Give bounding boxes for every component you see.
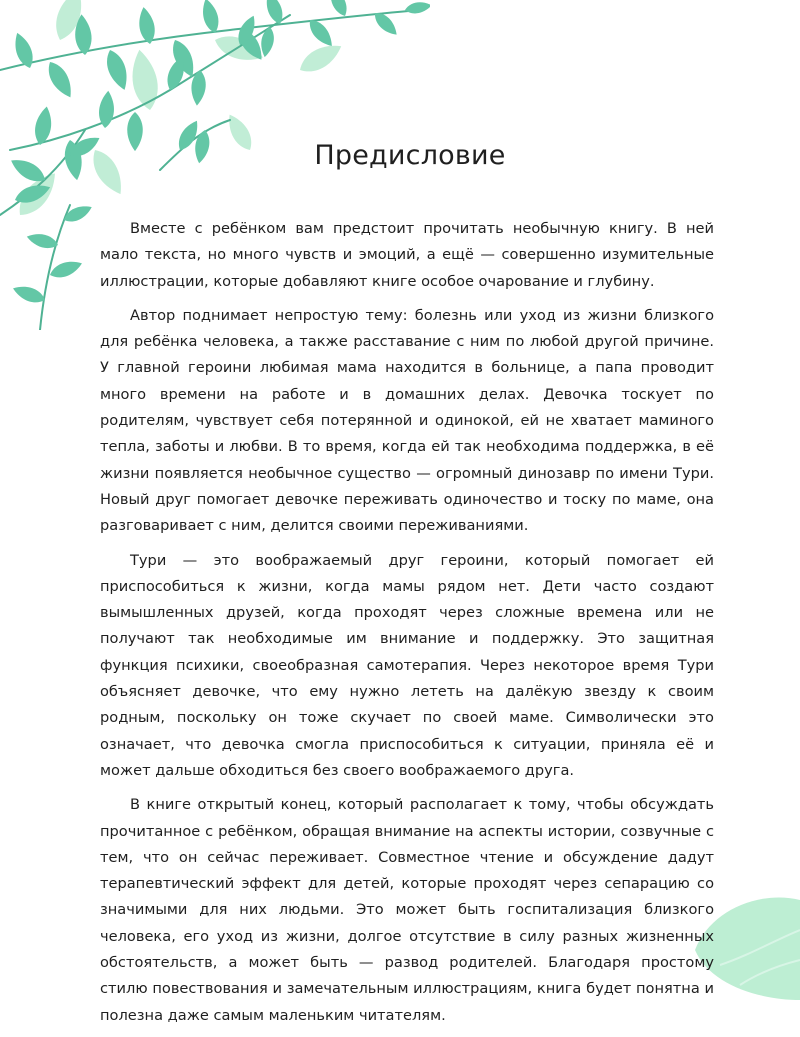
paragraph: Вместе с ребёнком вам предстоит прочитать необычную книгу. В ней мало текста, но много чувств и эмоций, а ещё — совершенно изумительные иллюстрации, которые добавляют книге особое очарование и глубину. xyxy=(100,220,714,290)
paragraph: Тури — это воображаемый друг героини, который помогает ей приспособиться к жизни, когда мамы рядом нет. Дети часто создают вымышленных друзей, когда проходят через сложные времена или не получают так необходимые им внимание и поддержку. Это защитная функция психики, своеобразная самотерапия. Через некоторое время Тури объясняет девочке, что ему нужно лететь на далёкую звезду к своим родным, поскольку он тоже скучает по своей маме. Символически это означает, что девочка смогла приспособиться к ситуации, приняла её и может дальше обходиться без своего воображаемого друга. xyxy=(100,551,714,779)
paragraph: Автор поднимает непростую тему: болезнь или уход из жизни близкого для ребёнка человека, а также расставание с ним по любой другой причине. У главной героини любимая мама находится в больнице, а папа проводит много времени на работе и в домашних делах. Девочка тоскует по родителям, чувствует себя потерянной и одинокой, ей не хватает маминого тепла, заботы и любви. В то время, когда ей так необходима поддержка, в её жизни появляется необычное существо — огромный динозавр по имени Тури. Новый друг помогает девочке переживать одиночество и тоску по маме, она разговаривает с ним, делится своими переживаниями. xyxy=(100,306,714,535)
preface-body xyxy=(100,216,714,1037)
paragraph: В книге открытый конец, который располагает к тому, чтобы обсуждать прочитанное с ребёнком, обращая внимание на аспекты истории, созвучные с тем, что он сейчас переживает. Совместное чтение и обсуждение дадут терапевтический эффект для детей, которые проходят через сепарацию со значимыми для них людьми. Это может быть госпитализация близкого человека, его уход из жизни, долгое отсутствие в силу разных жизненных обстоятельств, а может быть — развод родителей. Благодаря простому стилю повествования и замечательным иллюстрациям, книга будет понятна и полезна даже самым маленьким читателям. xyxy=(100,796,714,1024)
page-title: Предисловие xyxy=(314,140,506,171)
